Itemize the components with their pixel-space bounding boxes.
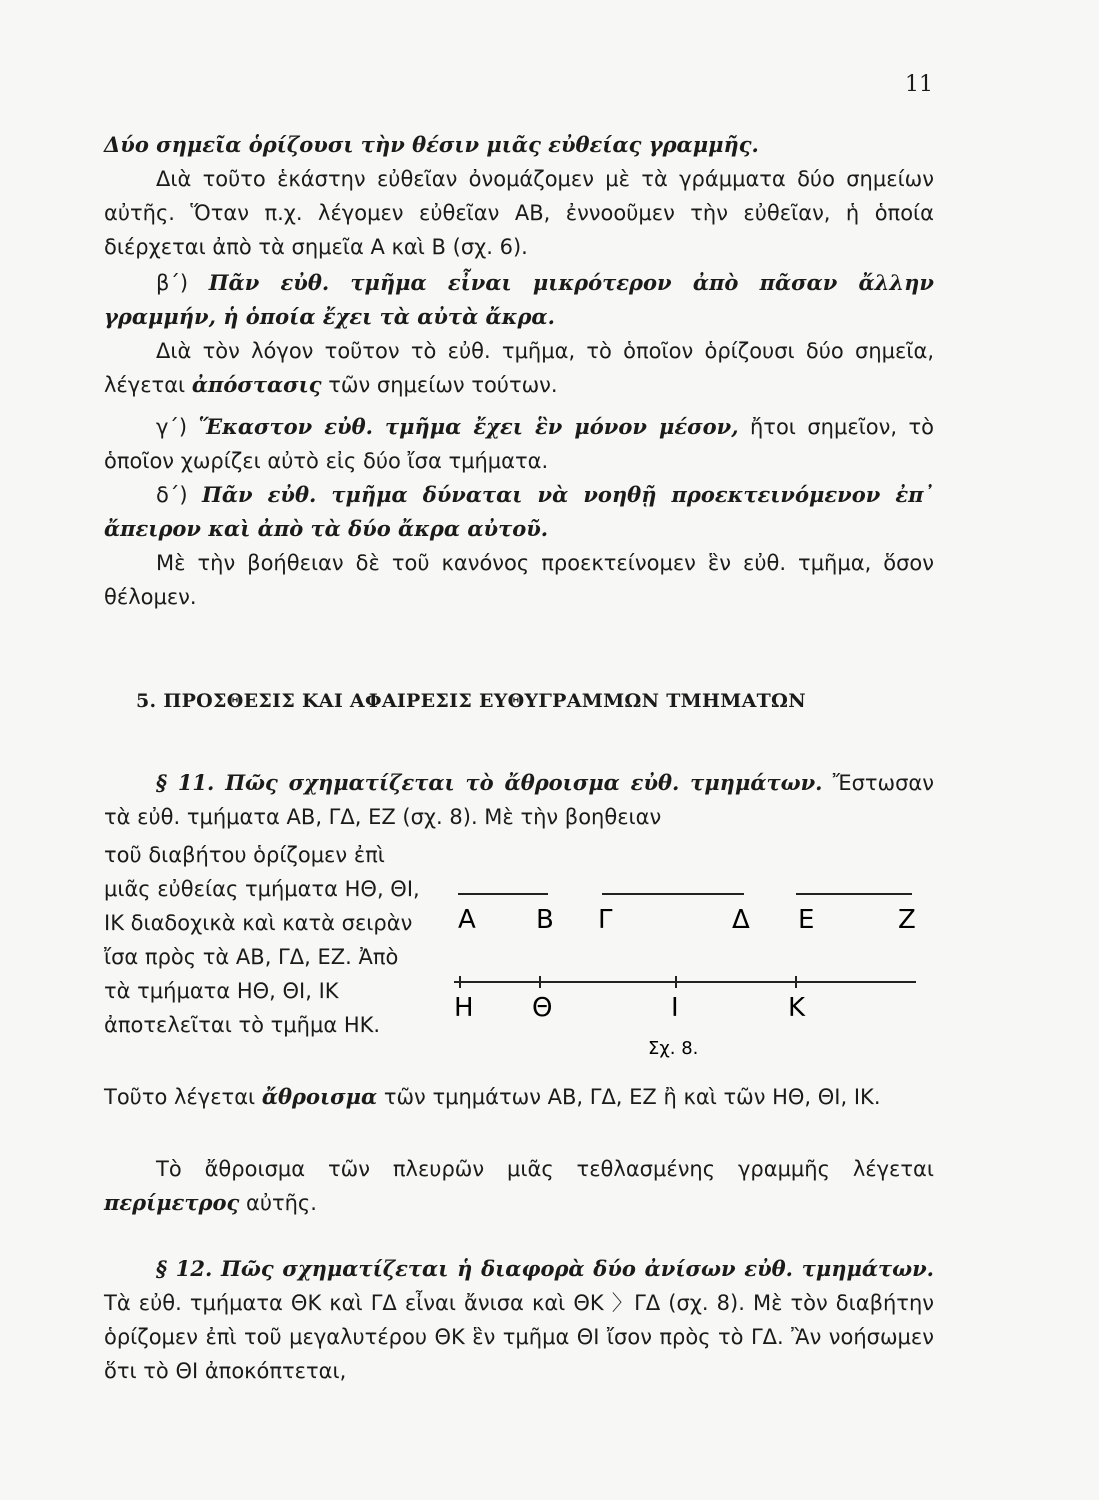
statement-two-points: Δύο σημεῖα ὁρίζουσι τὴν θέσιν μιᾶς εὐθείας γραμμῆς. [104, 132, 759, 157]
sum-text-a: Τοῦτο λέγεται [104, 1085, 262, 1109]
paragraph-beta [104, 266, 934, 402]
section-11-text: Ἔστωσαν τὰ εὐθ. τμήματα ΑΒ, ΓΔ, ΕΖ (σχ. 8). Μὲ τὴν βοηθειαν [104, 771, 934, 829]
label-beta-point: Β [536, 905, 554, 935]
label-beta: β΄) [156, 271, 209, 295]
section-11-intro [104, 766, 934, 834]
label-alpha: Α [458, 905, 476, 935]
midpoint-text: ἤτοι σημεῖον, τὸ ὁποῖον χωρίζει αὐτὸ εἰς δύο ἴσα τμήματα. [104, 415, 934, 473]
paragraph-two-points [104, 128, 934, 264]
distance-text-b: τῶν σημείων τούτων. [321, 373, 558, 397]
statement-midpoint: Ἕκαστον εὐθ. τμῆμα ἔχει ἓν μόνον μέσον, [198, 414, 739, 439]
label-gamma-point: Γ [598, 905, 613, 935]
section-12 [104, 1252, 934, 1388]
section-11-title: § 11. Πῶς σχηματίζεται τὸ ἄθροισμα εὐθ. τμημάτων. [156, 770, 823, 795]
perimeter-text-a: Τὸ ἄθροισμα τῶν πλευρῶν μιᾶς τεθλασμένης γραμμῆς λέγεται [156, 1157, 934, 1181]
label-eta: Η [454, 993, 474, 1023]
label-gamma: γ΄) [156, 415, 199, 439]
section-heading: 5. ΠΡΟΣΘΕΣΙΣ ΚΑΙ ΑΦΑΙΡΕΣΙΣ ΕΥΘΥΓΡΑΜΜΩΝ ΤΜΗΜΑΤΩΝ [136, 690, 806, 712]
term-distance: ἀπόστασις [191, 372, 322, 397]
explanation-naming-lines: Διὰ τοῦτο ἑκάστην εὐθεῖαν ὀνομάζομεν μὲ τὰ γράμματα δύο σημείων αὐτῆς. Ὅταν π.χ. λέγομεν εὐθεῖαν ΑΒ, ἐννοοῦμεν τὴν εὐθεῖαν, ἡ ὁποία διέρχεται ἀπὸ τὰ σημεῖα Α καὶ Β (σχ. 6). [104, 167, 934, 259]
section-11-sum [104, 1080, 934, 1114]
section-12-text: Τὰ εὐθ. τμήματα ΘΚ καὶ ΓΔ εἶναι ἄνισα καὶ ΘΚ 〉ΓΔ (σχ. 8). Μὲ τὸν διαβήτην ὁρίζομεν ἐπὶ τοῦ μεγαλυτέρου ΘΚ ἓν τμῆμα ΘΙ ἴσον πρὸς τὸ ΓΔ. Ἂν νοήσωμεν ὅτι τὸ ΘΙ ἀποκόπτεται, [104, 1291, 934, 1383]
label-iota: Ι [671, 993, 679, 1023]
figure-8 [440, 860, 930, 1090]
section-12-title: § 12. Πῶς σχηματίζεται ἡ διαφορὰ δύο ἀνίσων εὐθ. τμημάτων. [156, 1256, 934, 1281]
extension-text: Μὲ τὴν βοήθειαν δὲ τοῦ κανόνος προεκτείνομεν ἓν εὐθ. τμῆμα, ὅσον θέλομεν. [104, 551, 934, 609]
label-delta: δ΄) [156, 483, 202, 507]
statement-extension: Πᾶν εὐθ. τμῆμα δύναται νὰ νοηθῇ προεκτεινόμενον ἐπ᾽ ἄπειρον καὶ ἀπὸ τὰ δύο ἄκρα αὐτοῦ. [104, 482, 934, 541]
distance-text-a: Διὰ τὸν λόγον τοῦτον τὸ εὐθ. τμῆμα, τὸ ὁποῖον ὁρίζουσι δύο σημεῖα, λέγεται [104, 339, 934, 397]
label-zeta: Ζ [898, 905, 916, 935]
statement-shortest-line: Πᾶν εὐθ. τμῆμα εἶναι μικρότερον ἀπὸ πᾶσαν ἄλλην γραμμήν, ἡ ὁποία ἔχει τὰ αὐτὰ ἄκρα. [104, 270, 934, 329]
label-delta-point: Δ [732, 905, 750, 935]
label-theta: Θ [532, 993, 553, 1023]
paragraph-gamma [104, 410, 934, 478]
label-kappa: Κ [788, 993, 806, 1023]
term-perimeter: περίμετρος [104, 1190, 240, 1215]
perimeter-text-b: αὐτῆς. [239, 1191, 317, 1215]
section-11-wrapped-text: τοῦ διαβήτου ὁρίζομεν ἐπὶ μιᾶς εὐθείας τμήματα ΗΘ, ΘΙ, ΙΚ διαδοχικὰ καὶ κατὰ σειρὰν ἴσα πρὸς τὰ ΑΒ, ΓΔ, ΕΖ. Ἀπὸ τὰ τμήματα ΗΘ, ΘΙ, ΙΚ ἀποτελεῖται τὸ τμῆμα ΗΚ. [104, 843, 420, 1037]
paragraph-delta [104, 478, 934, 614]
term-sum: ἄθροισμα [261, 1084, 378, 1109]
sum-text-b: τῶν τμημάτων ΑΒ, ΓΔ, ΕΖ ἢ καὶ τῶν ΗΘ, ΘΙ, ΙΚ. [377, 1085, 881, 1109]
page-number: 11 [905, 72, 933, 97]
perimeter-paragraph [104, 1152, 934, 1220]
figure-caption: Σχ. 8. [648, 1038, 699, 1059]
label-epsilon: Ε [798, 905, 815, 935]
